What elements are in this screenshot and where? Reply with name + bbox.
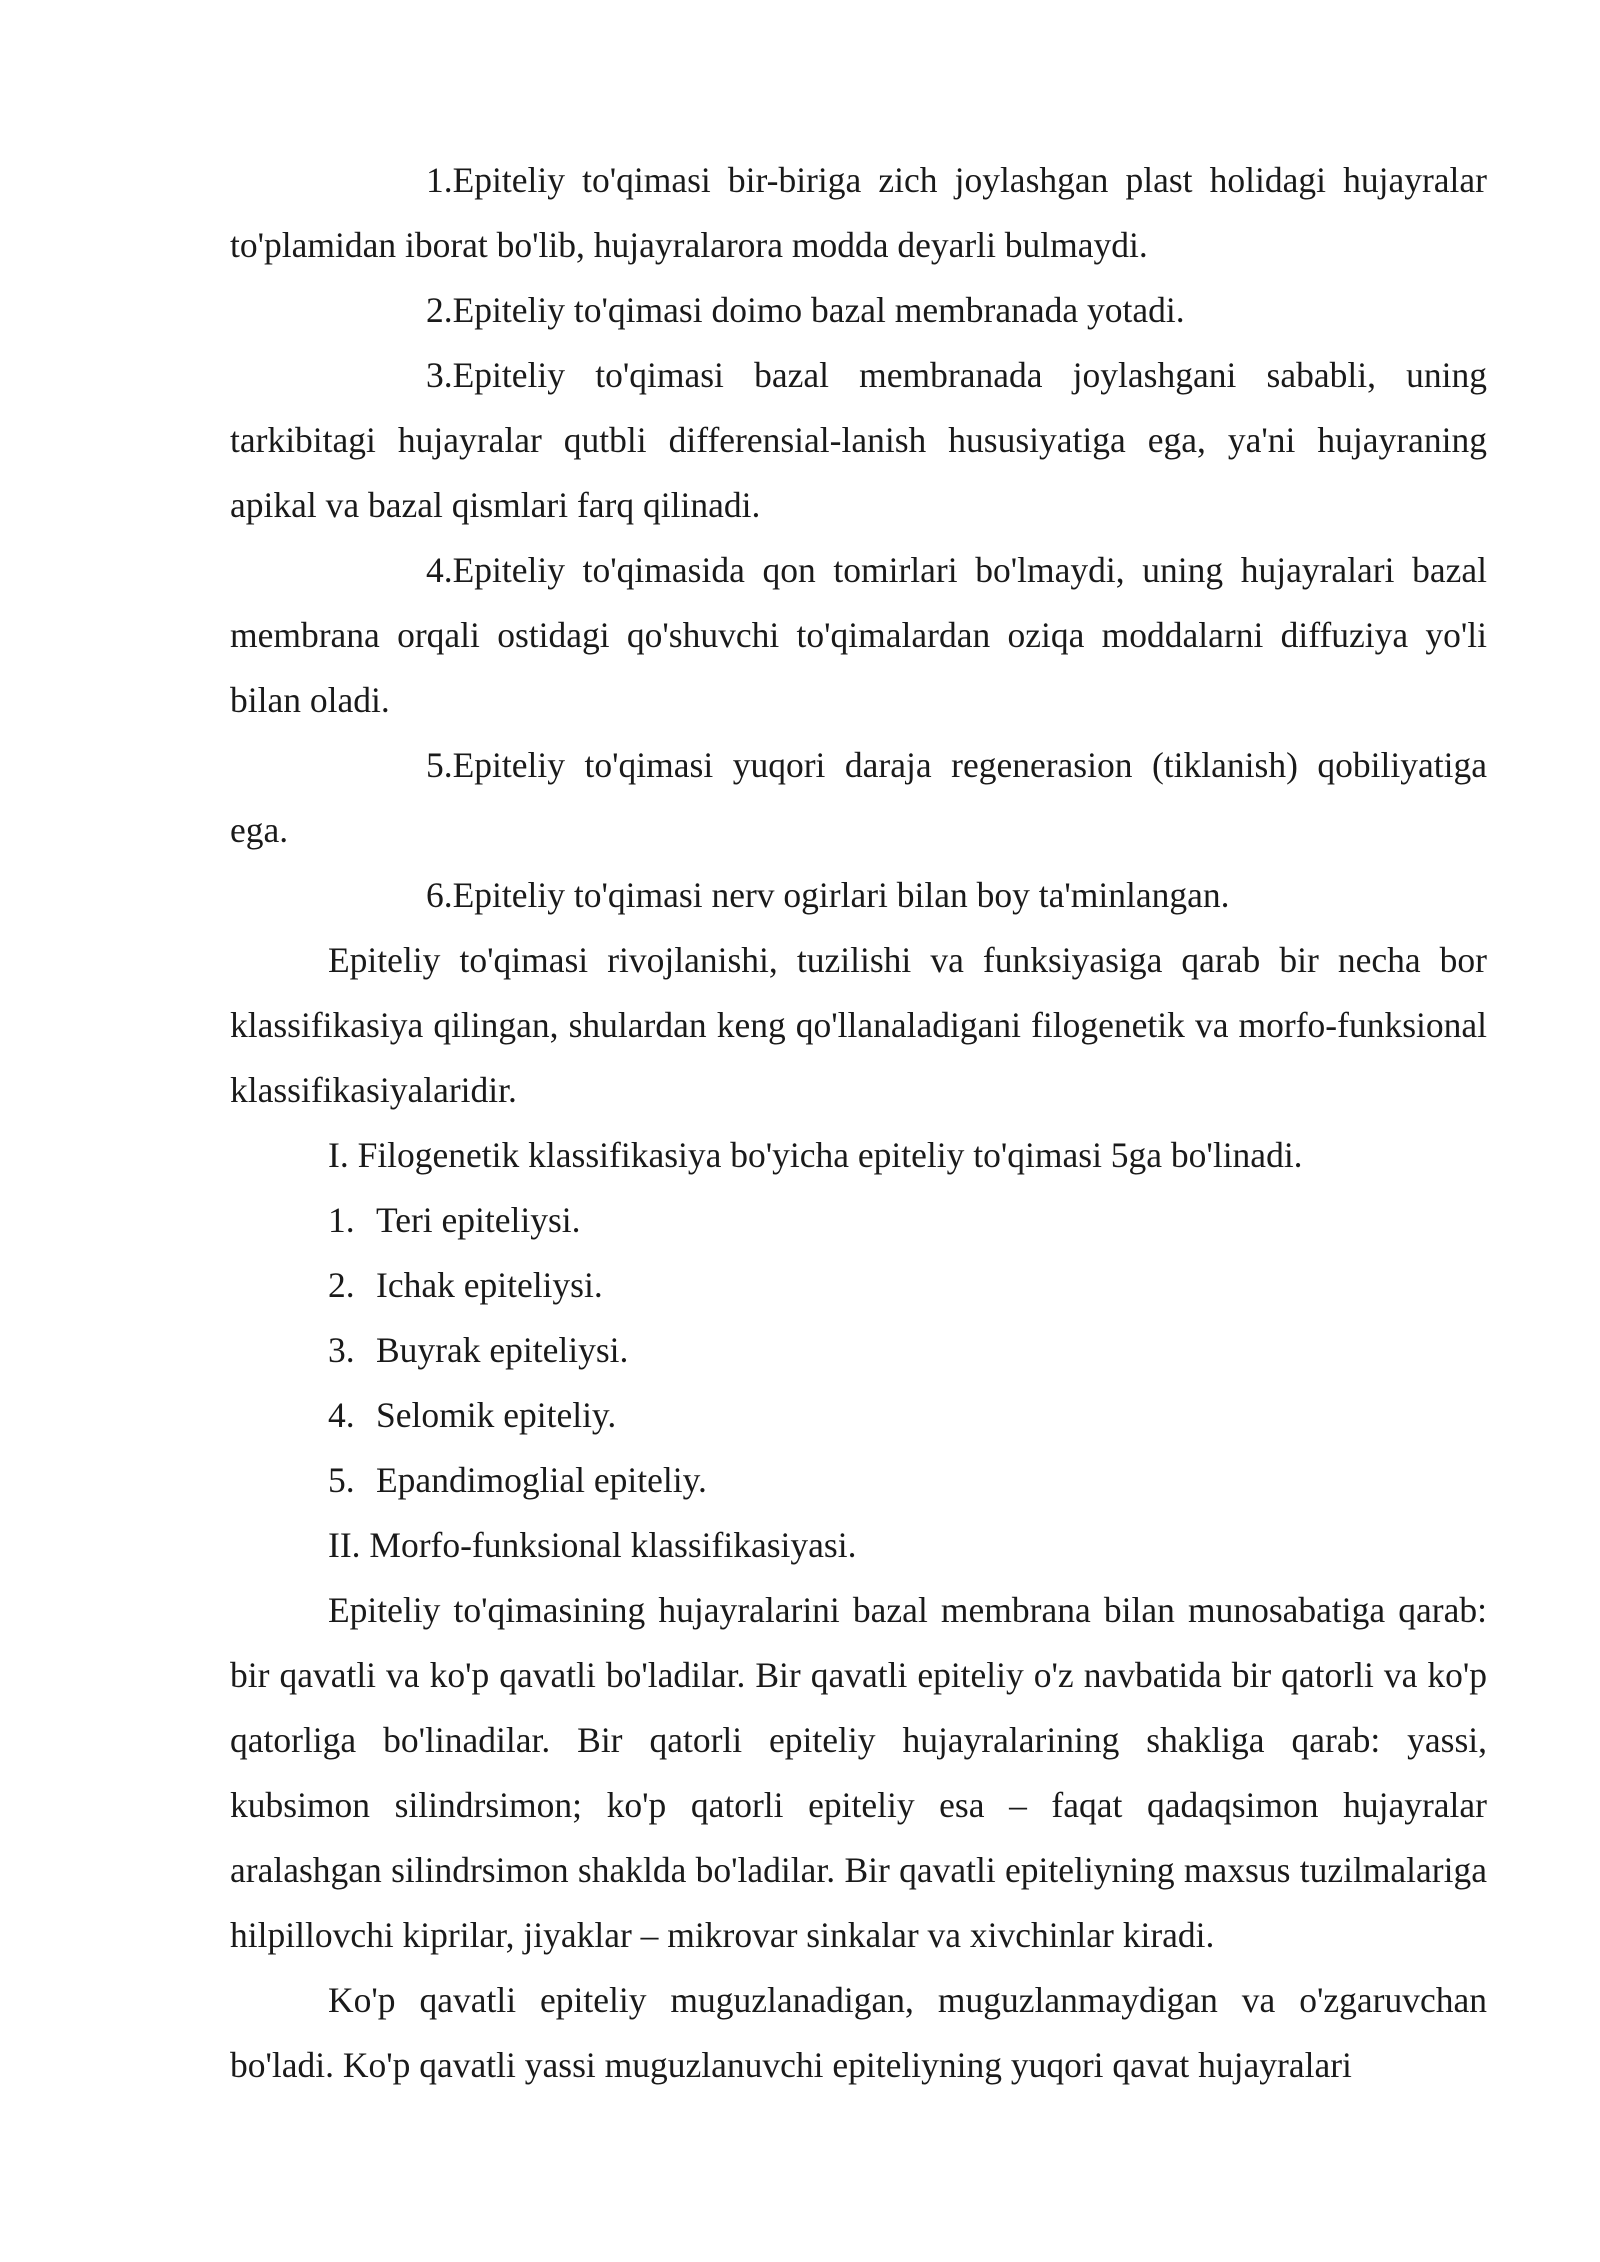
phylo-item-1 (230, 1188, 1487, 1253)
list-text: Epiteliy to'qimasi yuqori daraja regenerasion (tiklanish) qobiliyatiga ega. (230, 745, 1487, 850)
paragraph-classification: Epiteliy to'qimasi rivojlanishi, tuzilishi va funksiyasiga qarab bir necha bor klassifikasiya qilingan, shulardan keng qo'llanaladigani filogenetik va morfo-funksional klassifikasiyalaridir. (230, 940, 1487, 1110)
phylo-item-5 (230, 1448, 1487, 1513)
list-item-1 (230, 148, 1487, 278)
list-number: 2. (426, 290, 453, 330)
list-text: Epiteliy to'qimasida qon tomirlari bo'lmaydi, uning hujayralari bazal membrana orqali ostidagi qo'shuvchi to'qimalardan oziqa moddalarni diffuziya yo'li bilan oladi. (230, 550, 1487, 720)
list-text: Epiteliy to'qimasi bazal membranada joylashgani sababli, uning tarkibitagi hujayralar qutbli differensial-lanish hususiyatiga ega, ya'ni hujayraning apikal va bazal qismlari farq qilinadi. (230, 355, 1487, 525)
list-number: 2. (328, 1265, 355, 1305)
list-number: 3. (426, 355, 453, 395)
list-text: Epandimoglial epiteliy. (376, 1460, 707, 1500)
list-text: Buyrak epiteliysi. (376, 1330, 629, 1370)
list-number: 4. (426, 550, 453, 590)
heading-morpho-functional: II. Morfo-funksional klassifikasiyasi. (328, 1525, 857, 1565)
list-number: 5. (328, 1460, 355, 1500)
phylo-item-2 (230, 1253, 1487, 1318)
list-item-2 (230, 278, 1487, 343)
paragraph-basal-membrane: Epiteliy to'qimasining hujayralarini bazal membrana bilan munosabatiga qarab: bir qavatli va ko'p qavatli bo'ladilar. Bir qavatli epiteliy o'z navbatida bir qatorli va ko'p qatorliga bo'linadilar. Bir qatorli epiteliy hujayralarining shakliga qarab: yassi, kubsimon silindrsimon; ko'p qatorli epiteliy esa – faqat qadaqsimon hujayralar aralashgan silindrsimon shaklda bo'ladilar. Bir qavatli epiteliyning maxsus tuzilmalariga hilpillovchi kiprilar, jiyaklar – mikrovar sinkalar va xivchinlar kiradi. (230, 1590, 1487, 1955)
list-text: Teri epiteliysi. (376, 1200, 581, 1240)
list-number: 1. (426, 160, 453, 200)
list-text: Selomik epiteliy. (376, 1395, 617, 1435)
list-text: Epiteliy to'qimasi nerv ogirlari bilan boy ta'minlangan. (452, 875, 1230, 915)
list-number: 1. (328, 1200, 355, 1240)
phylo-item-4 (230, 1383, 1487, 1448)
list-number: 3. (328, 1330, 355, 1370)
list-item-6 (230, 863, 1487, 928)
list-text: Ichak epiteliysi. (376, 1265, 603, 1305)
heading-phylogenetic: I. Filogenetik klassifikasiya bo'yicha epiteliy to'qimasi 5ga bo'linadi. (328, 1135, 1303, 1175)
list-item-3 (230, 343, 1487, 538)
phylo-item-3 (230, 1318, 1487, 1383)
list-item-4 (230, 538, 1487, 733)
paragraph-stratified: Ko'p qavatli epiteliy muguzlanadigan, muguzlanmaydigan va o'zgaruvchan bo'ladi. Ko'p qavatli yassi muguzlanuvchi epiteliyning yuqori qavat hujayralari (230, 1980, 1487, 2085)
list-text: Epiteliy to'qimasi bir-biriga zich joylashgan plast holidagi hujayralar to'plamidan iborat bo'lib, hujayralarora modda deyarli bulmaydi. (230, 160, 1487, 265)
list-number: 5. (426, 745, 453, 785)
list-item-5 (230, 733, 1487, 863)
list-number: 4. (328, 1395, 355, 1435)
list-text: Epiteliy to'qimasi doimo bazal membranada yotadi. (452, 290, 1185, 330)
list-number: 6. (426, 875, 453, 915)
